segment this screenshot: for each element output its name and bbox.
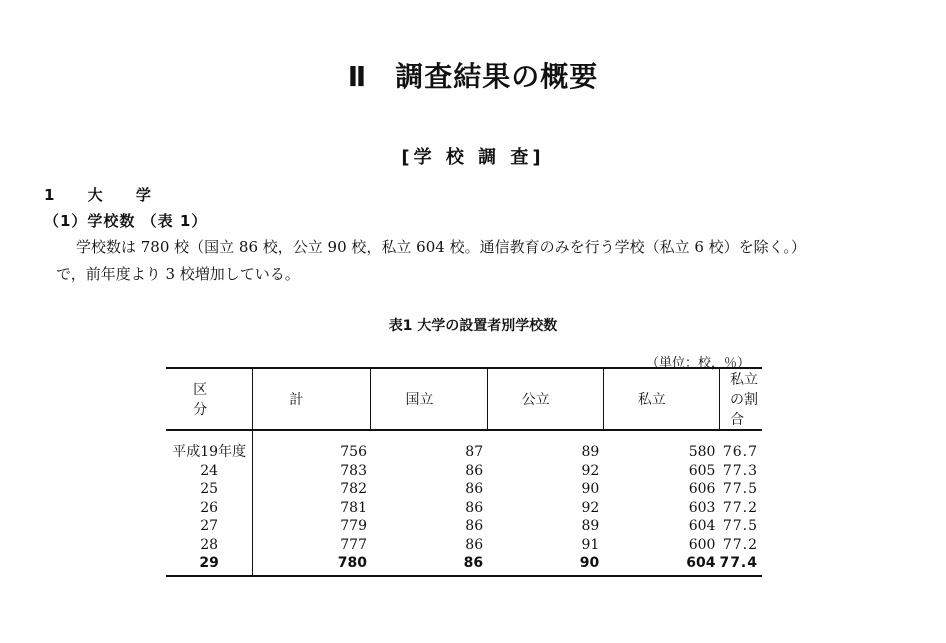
heading-university: 1 大 学 (44, 186, 165, 204)
paragraph-line-1: 学校数は 780 校（国立 86 校，公立 90 校，私立 604 校。通信教育のみを行う学校（私立 6 校）を除く。） (76, 238, 806, 256)
cell-year: 26 (200, 499, 219, 516)
table-caption: 表1 大学の設置者別学校数 (388, 318, 558, 334)
cell-public: 89 (581, 444, 600, 461)
table-spacer-row (166, 430, 762, 443)
header-category: 区 分 (166, 368, 253, 430)
cell-national: 86 (465, 462, 484, 479)
cell-public: 89 (581, 518, 600, 535)
school-count-table (166, 367, 762, 577)
cell-public: 92 (581, 499, 600, 516)
cell-national: 86 (465, 536, 484, 553)
cell-national: 86 (465, 518, 484, 535)
paragraph-line-2: で，前年度より 3 校増加している。 (56, 265, 300, 283)
cell-year: 平成19年度 (172, 444, 247, 461)
cell-national: 86 (465, 481, 484, 498)
cell-total: 782 (253, 480, 371, 499)
cell-year: 29 (199, 555, 219, 572)
table-header-row (166, 368, 762, 430)
table-row (166, 443, 762, 462)
header-private-ratio: 私立の割合 (719, 368, 762, 430)
section-subtitle: [学 校 調 査] (401, 147, 545, 168)
cell-private-ratio: 77.5 (722, 481, 758, 498)
table-row (166, 536, 762, 555)
cell-national: 86 (463, 555, 484, 572)
cell-private: 603 (688, 499, 716, 516)
cell-national: 86 (465, 499, 484, 516)
cell-private: 604 (688, 518, 716, 535)
cell-private: 604 (686, 555, 716, 572)
table-row (166, 462, 762, 481)
header-total: 計 (253, 368, 371, 430)
cell-total: 779 (253, 517, 371, 536)
cell-public: 91 (581, 536, 600, 553)
cell-public: 90 (579, 555, 600, 572)
header-public: 公立 (487, 368, 603, 430)
cell-private: 580 (688, 444, 716, 461)
cell-total: 781 (253, 499, 371, 518)
cell-private-ratio: 77.5 (722, 518, 758, 535)
cell-year: 28 (200, 536, 219, 553)
cell-total: 756 (253, 443, 371, 462)
section-number: Ⅱ (347, 60, 368, 93)
table-row (166, 517, 762, 536)
cell-total: 777 (253, 536, 371, 555)
cell-year: 27 (200, 518, 219, 535)
table-unit-note: （単位：校，％） (645, 356, 750, 371)
cell-private-ratio: 77.2 (722, 499, 758, 516)
cell-private-ratio: 77.4 (719, 555, 758, 572)
header-private: 私立 (603, 368, 719, 430)
cell-private-ratio: 77.2 (722, 536, 758, 553)
heading-school-count: （1）学校数 （表 1） (44, 212, 208, 230)
cell-national: 87 (465, 444, 484, 461)
cell-private-ratio: 77.3 (722, 462, 758, 479)
cell-private-ratio: 76.7 (722, 444, 758, 461)
cell-private: 606 (688, 481, 716, 498)
cell-total: 783 (253, 462, 371, 481)
cell-private: 600 (688, 536, 716, 553)
cell-public: 92 (581, 462, 600, 479)
table-row (166, 480, 762, 499)
cell-year: 24 (200, 462, 219, 479)
section-title: 調査結果の概要 (395, 60, 599, 93)
header-national: 国立 (371, 368, 487, 430)
page-title (0, 55, 946, 95)
cell-total: 780 (253, 554, 371, 576)
cell-private: 605 (688, 462, 716, 479)
table-row-latest (166, 554, 762, 576)
cell-year: 25 (200, 481, 219, 498)
cell-public: 90 (581, 481, 600, 498)
table-row (166, 499, 762, 518)
